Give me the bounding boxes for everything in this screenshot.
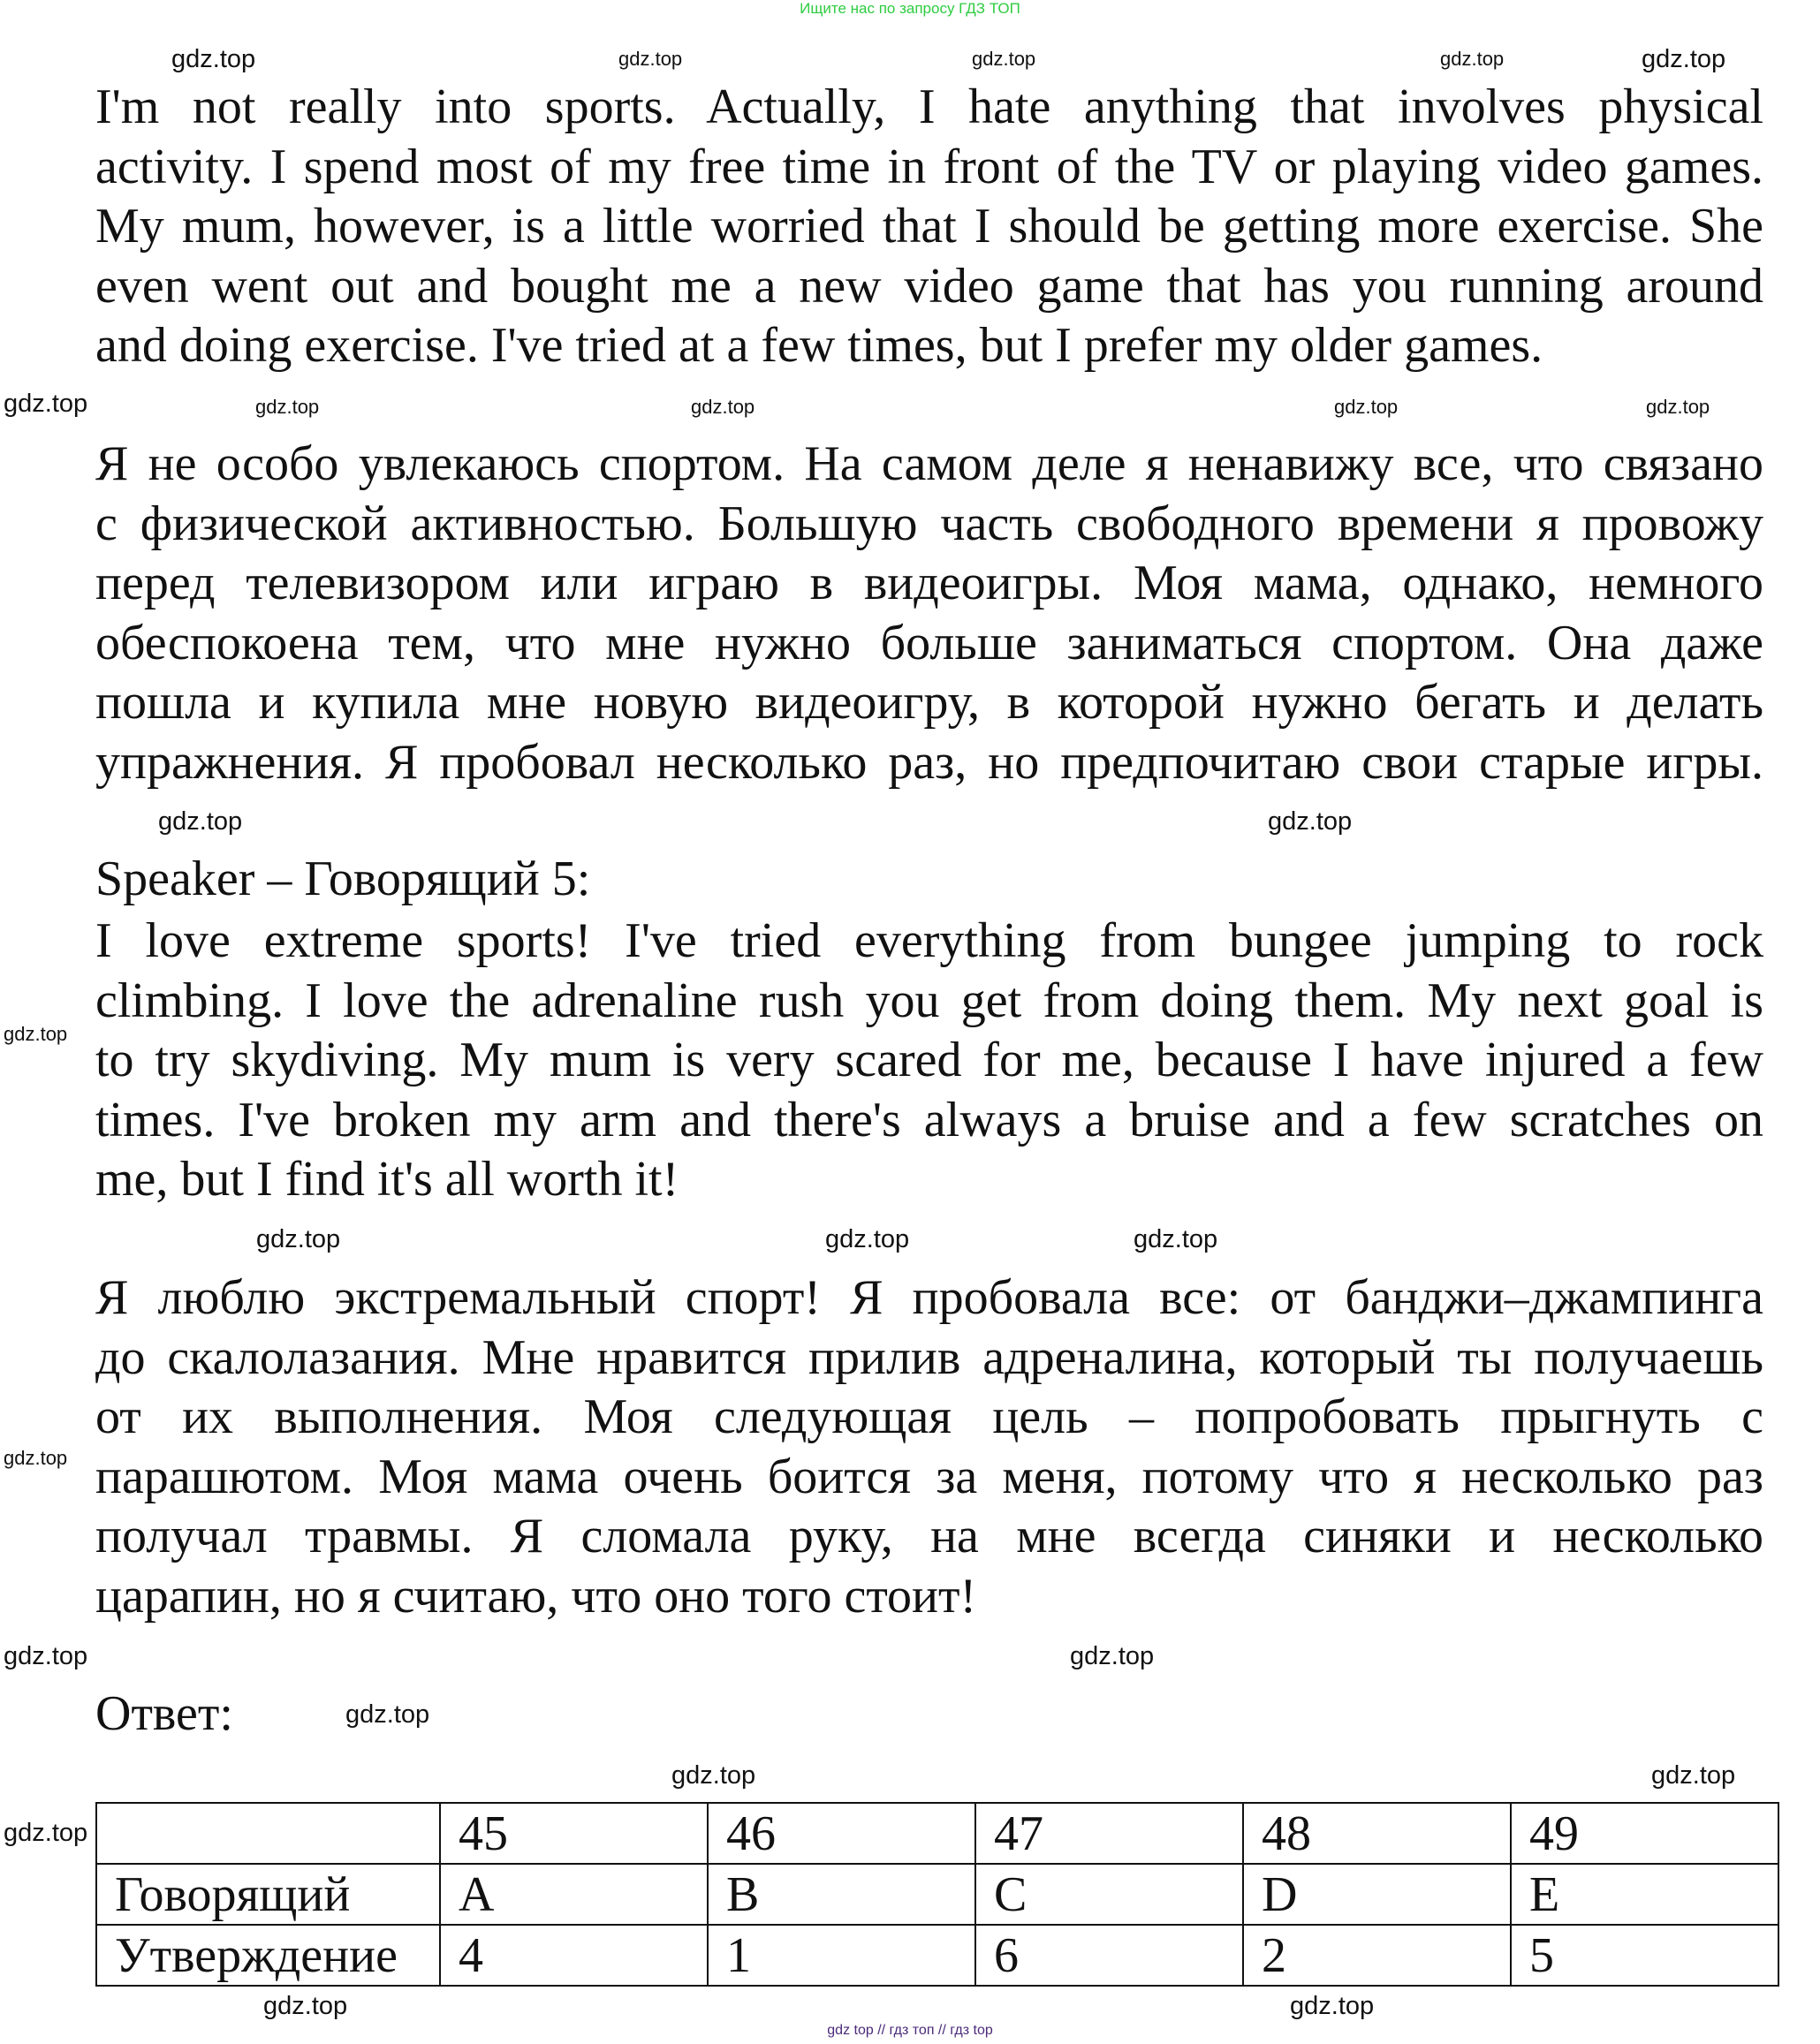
text-line: пошла и купила мне новую видеоигру, в которой нужно бегать и делать	[95, 675, 1763, 730]
table-cell	[96, 1803, 440, 1864]
watermark: gdz.top	[972, 48, 1036, 70]
footer-links[interactable]: gdz top // гдз топ // гдз top	[827, 2023, 993, 2038]
watermark: gdz.top	[4, 1023, 68, 1045]
speaker-heading	[95, 850, 590, 910]
watermark: gdz.top	[255, 396, 320, 418]
text-line: от их выполнения. Моя следующая цель – попробовать прыгнуть с	[95, 1389, 1763, 1444]
table-cell: Говорящий	[96, 1864, 440, 1925]
watermark: gdz.top	[1440, 48, 1505, 70]
watermark: gdz.top	[1646, 396, 1710, 418]
text-line: обеспокоена тем, что мне нужно больше заниматься спортом. Она даже	[95, 615, 1763, 670]
watermark: gdz.top	[171, 45, 256, 73]
watermark: gdz.top	[345, 1700, 430, 1729]
table-header-row	[96, 1803, 1778, 1864]
watermark: gdz.top	[263, 1992, 348, 2020]
watermark: gdz.top	[4, 1447, 68, 1469]
watermark: gdz.top	[825, 1225, 910, 1253]
table-row	[96, 1925, 1778, 1986]
watermark: gdz.top	[4, 1819, 88, 1847]
watermark: gdz.top	[1134, 1225, 1218, 1253]
table-row	[96, 1864, 1778, 1925]
watermark: gdz.top	[1290, 1992, 1375, 2020]
english-paragraph-1	[95, 78, 1763, 376]
watermark: gdz.top	[618, 48, 683, 70]
watermark: gdz.top	[256, 1225, 341, 1253]
watermark: gdz.top	[1070, 1642, 1155, 1670]
table-cell: 46	[708, 1803, 975, 1864]
table-cell: 45	[440, 1803, 708, 1864]
table-cell: 48	[1243, 1803, 1511, 1864]
text-line: activity. I spend most of my free time in front of the TV or playing video games.	[95, 139, 1763, 194]
russian-paragraph-2	[95, 1268, 1763, 1626]
text-line: упражнения. Я пробовал несколько раз, но предпочитаю свои старые игры.	[95, 734, 1763, 790]
watermark: gdz.top	[691, 396, 755, 418]
table-cell: 2	[1243, 1925, 1511, 1986]
text-line: царапин, но я считаю, что оно того стоит!	[95, 1568, 977, 1624]
watermark: gdz.top	[671, 1761, 756, 1790]
table-cell: 1	[708, 1925, 975, 1986]
text-line: Я не особо увлекаюсь спортом. На самом деле я ненавижу все, что связано	[95, 436, 1763, 491]
text-line: and doing exercise. I've tried at a few times, but I prefer my older games.	[95, 318, 1543, 373]
text-line: times. I've broken my arm and there's always a bruise and a few scratches on	[95, 1092, 1763, 1147]
table-cell: E	[1511, 1864, 1778, 1925]
watermark: gdz.top	[1642, 45, 1726, 73]
watermark: gdz.top	[1334, 396, 1399, 418]
search-banner[interactable]: Ищите нас по запросу ГДЗ ТОП	[800, 0, 1020, 17]
text-line: to try skydiving. My mum is very scared for me, because I have injured a few	[95, 1033, 1763, 1087]
table-cell: 4	[440, 1925, 708, 1986]
table-cell: A	[440, 1864, 708, 1925]
table-cell: 5	[1511, 1925, 1778, 1986]
watermark: gdz.top	[4, 390, 88, 418]
watermark: gdz.top	[4, 1642, 88, 1670]
watermark: gdz.top	[158, 807, 243, 836]
table-cell: Утверждение	[96, 1925, 440, 1986]
text-line: I'm not really into sports. Actually, I hate anything that involves physical	[95, 79, 1763, 134]
text-line: парашютом. Моя мама очень боится за меня, потому что я несколько раз	[95, 1449, 1763, 1504]
text-line: до скалолазания. Мне нравится прилив адреналина, который ты получаешь	[95, 1329, 1763, 1385]
text-line: climbing. I love the adrenaline rush you get from doing them. My next goal is	[95, 973, 1763, 1028]
russian-paragraph-1	[95, 435, 1763, 792]
watermark: gdz.top	[1268, 807, 1353, 836]
english-paragraph-2	[95, 912, 1763, 1210]
text-line: me, but I find it's all worth it!	[95, 1152, 679, 1207]
text-line: получал травмы. Я сломала руку, на мне всегда синяки и несколько	[95, 1509, 1763, 1563]
watermark: gdz.top	[1651, 1761, 1736, 1790]
table-cell: 49	[1511, 1803, 1778, 1864]
text-line: Я люблю экстремальный спорт! Я пробовала все: от банджи–джампинга	[95, 1270, 1763, 1325]
table-cell: C	[975, 1864, 1243, 1925]
table-cell: B	[708, 1864, 975, 1925]
table-cell: 6	[975, 1925, 1243, 1986]
answer-label-text: Ответ:	[95, 1686, 233, 1741]
text-line: с физической активностью. Большую часть свободного времени я провожу	[95, 496, 1763, 551]
text-line: My mum, however, is a little worried that I should be getting more exercise. She	[95, 199, 1763, 254]
table-cell: 47	[975, 1803, 1243, 1864]
speaker-heading-text: Speaker – Говорящий 5:	[95, 852, 591, 906]
table-cell: D	[1243, 1864, 1511, 1925]
text-line: I love extreme sports! I've tried everything from bungee jumping to rock	[95, 913, 1763, 968]
answer-table	[95, 1802, 1779, 1987]
text-line: перед телевизором или играю в видеоигры. Моя мама, однако, немного	[95, 556, 1763, 610]
answer-label	[95, 1684, 233, 1745]
text-line: even went out and bought me a new video game that has you running around	[95, 258, 1763, 314]
